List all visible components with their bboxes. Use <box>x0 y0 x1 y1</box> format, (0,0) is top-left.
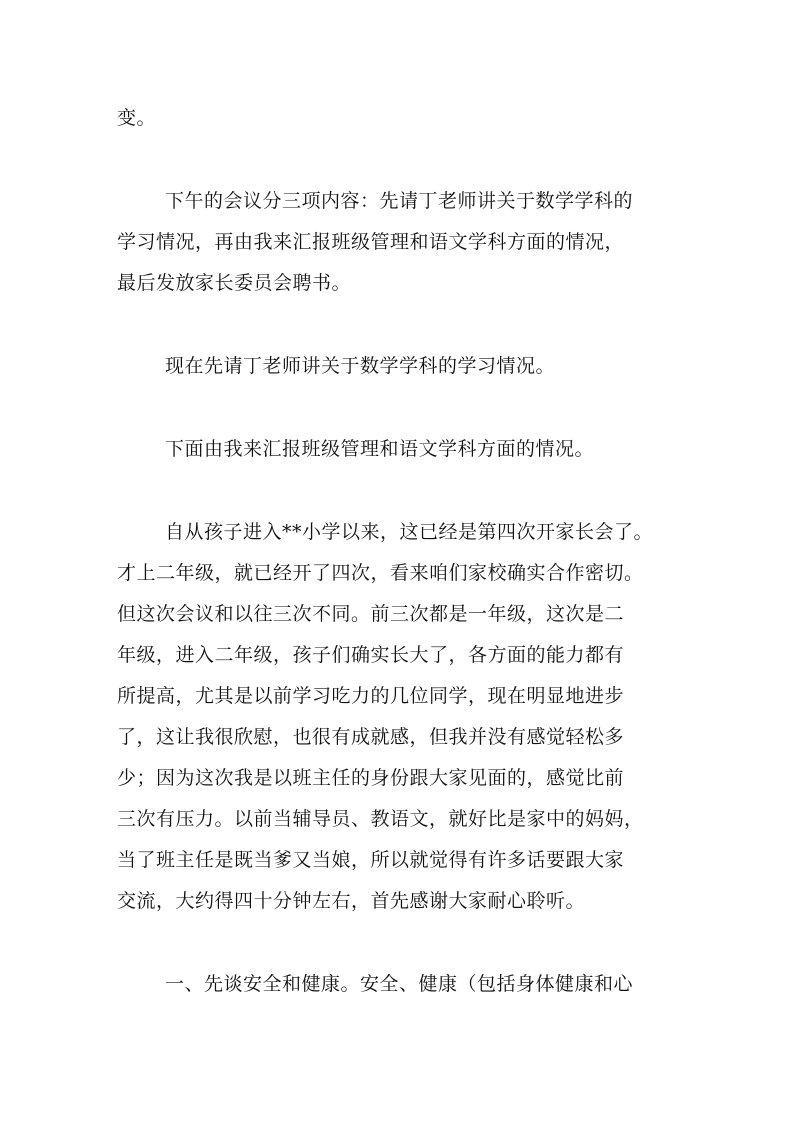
text-line: 自从孩子进入**小学以来，这已经是第四次开家长会了。 <box>165 521 654 543</box>
paragraph-4 <box>117 429 687 470</box>
text-line: 所提高，尤其是以前学习吃力的几位同学，现在明显地进步 <box>117 685 625 707</box>
text-line: 但这次会议和以往三次不同。前三次都是一年级，这次是二 <box>117 603 625 625</box>
text-line: 下午的会议分三项内容：先请丁老师讲关于数学学科的 <box>165 190 634 212</box>
text-line: 最后发放家长委员会聘书。 <box>117 272 352 294</box>
text-line: 交流，大约得四十分钟左右，首先感谢大家耐心聆听。 <box>117 890 586 912</box>
text-line: 少；因为这次我是以班主任的身份跟大家见面的，感觉比前 <box>117 767 625 789</box>
paragraph-1 <box>117 98 687 139</box>
paragraph-5 <box>117 512 687 922</box>
text-line: 了，这让我很欣慰，也很有成就感，但我并没有感觉轻松多 <box>117 726 625 748</box>
text-line: 一、先谈安全和健康。安全、健康（包括身体健康和心 <box>165 973 634 995</box>
text-line: 现在先请丁老师讲关于数学学科的学习情况。 <box>165 355 556 377</box>
text-line: 学习情况，再由我来汇报班级管理和语文学科方面的情况， <box>117 231 625 253</box>
text-line: 三次有压力。以前当辅导员、教语文，就好比是家中的妈妈， <box>117 808 644 830</box>
text-line: 年级，进入二年级，孩子们确实长大了，各方面的能力都有 <box>117 644 625 666</box>
paragraph-2 <box>117 181 687 304</box>
text-line: 下面由我来汇报班级管理和语文学科方面的情况。 <box>165 438 595 460</box>
paragraph-6 <box>117 964 687 1005</box>
text-line: 当了班主任是既当爹又当娘，所以就觉得有许多话要跟大家 <box>117 849 625 871</box>
document-body <box>117 98 687 1047</box>
text-line: 才上二年级，就已经开了四次，看来咱们家校确实合作密切。 <box>117 562 644 584</box>
paragraph-3 <box>117 346 687 387</box>
text-line: 变。 <box>117 107 157 129</box>
